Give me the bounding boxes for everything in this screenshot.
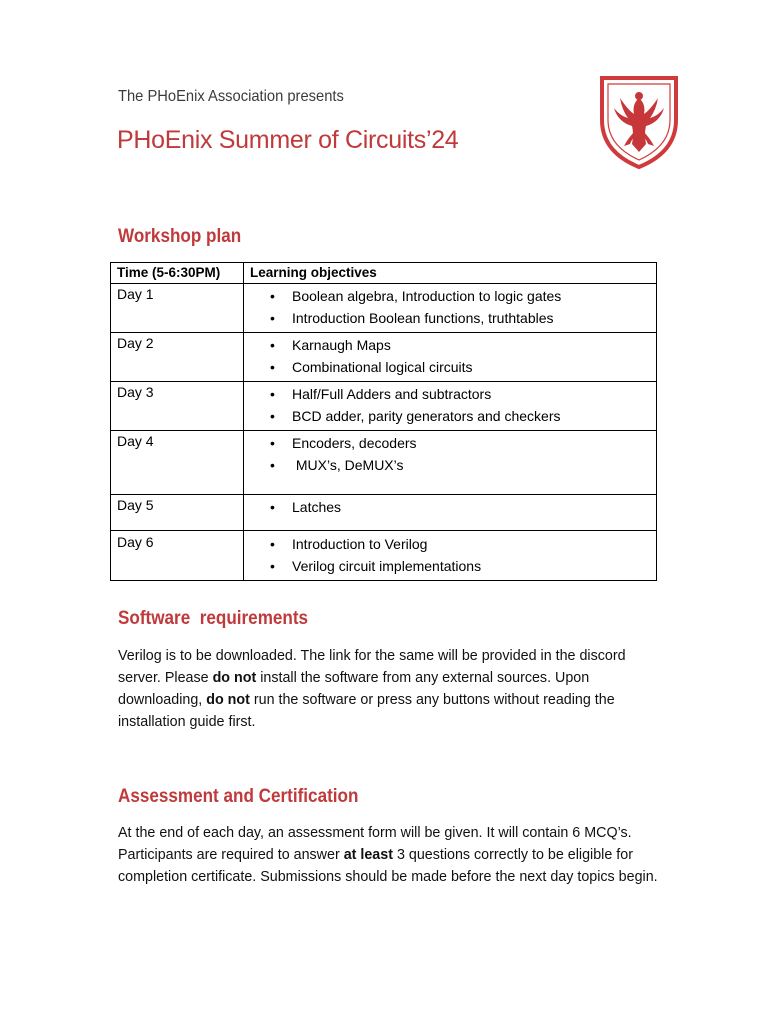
table-row [111,431,657,495]
day-cell: Day 1 [111,284,244,333]
list-item: • Introduction to Verilog [292,534,650,556]
column-header-objectives: Learning objectives [244,263,657,284]
list-item: • Introduction Boolean functions, truthtables [292,308,650,330]
list-item: • Verilog circuit implementations [292,556,650,578]
assessment-text: At the end of each day, an assessment form will be given. It will contain 6 MCQ’s. Participants are required to answer at least 3 questions correctly to be eligible for completion certificate. Submissions should be made before the next day topics begin. [118,825,658,885]
day-cell: Day 2 [111,333,244,382]
objectives-cell [244,382,657,431]
day-cell: Day 5 [111,495,244,531]
list-item: • Latches [292,497,650,519]
objectives-cell [244,531,657,581]
table-row [111,495,657,531]
page-title: PHoEnix Summer of Circuits’24 [117,126,459,154]
workshop-plan-table [110,262,657,581]
table-row [111,531,657,581]
column-header-time: Time (5-6:30PM) [111,263,244,284]
day-cell: Day 6 [111,531,244,581]
list-item: • Karnaugh Maps [292,335,650,357]
presents-line: The PHoEnix Association presents [118,88,344,105]
table-row [111,333,657,382]
phoenix-shield-logo-icon [598,72,680,170]
objectives-cell [244,284,657,333]
list-item: • BCD adder, parity generators and checkers [292,406,650,428]
table-row [111,382,657,431]
table-header-row [111,263,657,284]
list-item: • MUX’s, DeMUX’s [292,455,650,477]
workshop-plan-heading: Workshop plan [118,226,242,247]
objectives-cell [244,431,657,495]
objectives-cell [244,333,657,382]
day-cell: Day 4 [111,431,244,495]
list-item: • Boolean algebra, Introduction to logic gates [292,286,650,308]
objectives-cell [244,495,657,531]
assessment-heading: Assessment and Certification [118,786,359,807]
table-row [111,284,657,333]
list-item: • Combinational logical circuits [292,357,650,379]
software-requirements-text: Verilog is to be downloaded. The link for the same will be provided in the discord server. Please do not install the software from any external sources. Upon downloading, do not run the software or press any buttons without reading the installation guide first. [118,648,626,730]
software-requirements-heading: Software requirements [118,608,309,629]
list-item: • Encoders, decoders [292,433,650,455]
list-item: • Half/Full Adders and subtractors [292,384,650,406]
day-cell: Day 3 [111,382,244,431]
